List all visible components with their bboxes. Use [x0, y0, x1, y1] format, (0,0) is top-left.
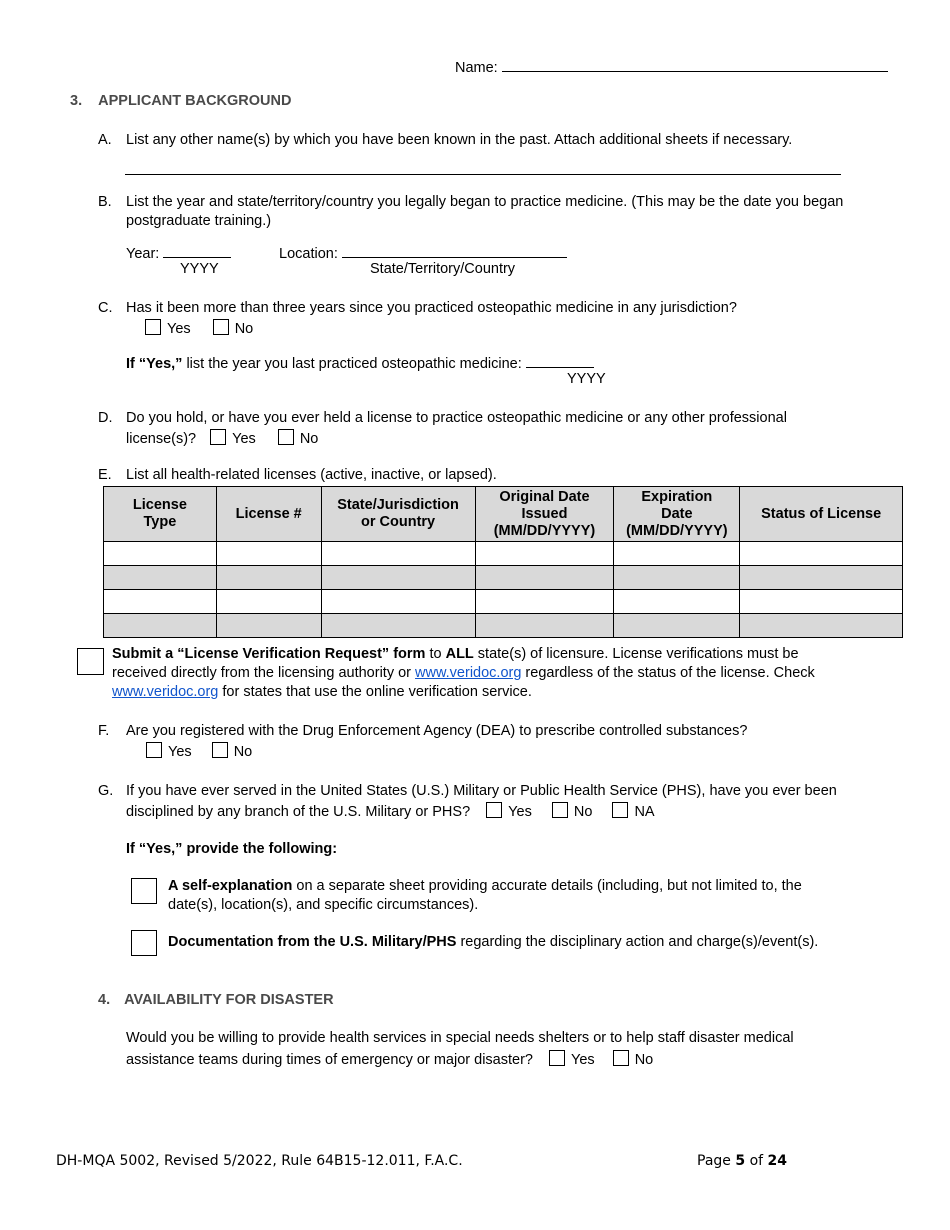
- question-d: [98, 410, 787, 426]
- section-3-title: APPLICANT BACKGROUND: [98, 93, 292, 109]
- table-cell[interactable]: [216, 542, 321, 566]
- verification-text2: state(s) of licensure. License verifications must be: [473, 646, 799, 662]
- question-g-yes-checkbox[interactable]: [486, 802, 502, 818]
- table-cell[interactable]: [321, 614, 475, 638]
- question-d-yes-checkbox[interactable]: [210, 429, 226, 445]
- question-g-line2-row: [126, 802, 655, 820]
- section-4-title: AVAILABILITY FOR DISASTER: [124, 992, 334, 1008]
- question-e-text: List all health-related licenses (active, inactive, or lapsed).: [126, 467, 497, 483]
- question-c-followup: [126, 352, 594, 372]
- verification-bold1: Submit a “License Verification Request” form: [112, 646, 426, 662]
- question-b-line2: postgraduate training.): [126, 213, 272, 229]
- disaster-no-label: No: [634, 1052, 654, 1068]
- question-g-yes-label: Yes: [508, 804, 532, 820]
- question-g-no-checkbox[interactable]: [552, 802, 568, 818]
- question-g-na-checkbox[interactable]: [612, 802, 628, 818]
- verification-line2: [112, 665, 815, 681]
- table-cell[interactable]: [104, 566, 217, 590]
- license-table: [103, 486, 903, 638]
- verification-line2a: received directly from the licensing authority or: [112, 665, 416, 681]
- location-field: [279, 242, 567, 262]
- last-practiced-year-input-line[interactable]: [526, 352, 594, 368]
- documentation-checkbox[interactable]: [131, 930, 157, 956]
- section-4-header: [98, 992, 334, 1008]
- footer-page-num: 5: [735, 1153, 746, 1169]
- table-row: [104, 542, 903, 566]
- verification-line2b: regardless of the status of the license. Check: [521, 665, 815, 681]
- license-table-header-row: [104, 487, 903, 542]
- table-cell[interactable]: [614, 542, 740, 566]
- last-practiced-year-hint: YYYY: [567, 371, 606, 387]
- question-g-if-yes: If “Yes,” provide the following:: [126, 841, 338, 857]
- question-c: [98, 300, 737, 316]
- question-d-line2: license(s)?: [126, 431, 197, 447]
- question-c-letter: C.: [98, 300, 113, 316]
- table-row: [104, 614, 903, 638]
- question-f-no-checkbox[interactable]: [212, 742, 228, 758]
- table-cell[interactable]: [321, 542, 475, 566]
- section-4-line1: Would you be willing to provide health services in special needs shelters or to help staff disaster medical: [126, 1030, 794, 1046]
- header-original-date: Original Date Issued (MM/DD/YYYY): [475, 487, 614, 542]
- question-d-no-label: No: [299, 431, 319, 447]
- table-cell[interactable]: [104, 614, 217, 638]
- veridoc-link-2[interactable]: www.veridoc.org: [112, 684, 219, 700]
- table-cell[interactable]: [104, 542, 217, 566]
- veridoc-link-1[interactable]: www.veridoc.org: [415, 665, 522, 681]
- table-cell[interactable]: [740, 614, 903, 638]
- year-input-line[interactable]: [163, 242, 231, 258]
- verification-line3: [112, 684, 532, 700]
- table-cell[interactable]: [740, 590, 903, 614]
- disaster-no-checkbox[interactable]: [613, 1050, 629, 1066]
- question-b-line1: List the year and state/territory/country you legally began to practice medicine. (This may be the date you began: [126, 194, 844, 210]
- table-cell[interactable]: [104, 590, 217, 614]
- question-c-if-yes-bold: If “Yes,”: [126, 356, 183, 372]
- footer-of-word: of: [749, 1153, 764, 1169]
- verification-line3b: for states that use the online verification service.: [218, 684, 532, 700]
- section-4-line2: assistance teams during times of emergency or major disaster?: [126, 1052, 533, 1068]
- verification-text1: to: [425, 646, 446, 662]
- header-license-number: License #: [216, 487, 321, 542]
- question-f-no-label: No: [233, 744, 253, 760]
- verification-checkbox[interactable]: [77, 648, 104, 675]
- question-g-line2: disciplined by any branch of the U.S. Military or PHS?: [126, 804, 471, 820]
- question-a-letter: A.: [98, 132, 112, 148]
- question-d-letter: D.: [98, 410, 113, 426]
- documentation-line: [168, 934, 818, 950]
- question-d-no-checkbox[interactable]: [278, 429, 294, 445]
- question-d-line2-row: [126, 429, 318, 447]
- header-license-type: License Type: [104, 487, 217, 542]
- disaster-yes-label: Yes: [571, 1052, 595, 1068]
- table-cell[interactable]: [614, 590, 740, 614]
- header-expiration-date: Expiration Date (MM/DD/YYYY): [614, 487, 740, 542]
- question-b: [98, 194, 843, 210]
- question-g-letter: G.: [98, 783, 114, 799]
- section-3-header: [70, 93, 291, 109]
- question-c-no-label: No: [234, 321, 254, 337]
- question-c-yes-label: Yes: [167, 321, 191, 337]
- table-cell[interactable]: [475, 590, 614, 614]
- other-names-input-line[interactable]: [125, 160, 841, 175]
- section-4-line2-row: [126, 1050, 653, 1068]
- year-hint: YYYY: [180, 261, 219, 277]
- table-cell[interactable]: [740, 566, 903, 590]
- table-row: [104, 566, 903, 590]
- question-f-options: [146, 742, 252, 760]
- section-3-number: 3.: [70, 93, 83, 109]
- question-c-no-checkbox[interactable]: [213, 319, 229, 335]
- table-cell[interactable]: [216, 614, 321, 638]
- documentation-bold: Documentation from the U.S. Military/PHS: [168, 934, 457, 950]
- documentation-text: regarding the disciplinary action and charge(s)/event(s).: [456, 934, 819, 950]
- question-c-text: Has it been more than three years since you practiced osteopathic medicine in any jurisdiction?: [126, 300, 737, 316]
- name-input-line[interactable]: [502, 56, 888, 72]
- self-explanation-line2: date(s), location(s), and specific circumstances).: [168, 897, 479, 913]
- question-g-line1: If you have ever served in the United States (U.S.) Military or Public Health Service (PHS), have you ever been: [126, 783, 837, 799]
- table-cell[interactable]: [321, 590, 475, 614]
- question-f-yes-label: Yes: [168, 744, 192, 760]
- question-c-if-yes-text: list the year you last practiced osteopathic medicine:: [186, 356, 522, 372]
- table-cell[interactable]: [216, 566, 321, 590]
- self-explanation-bold: A self-explanation: [168, 878, 293, 894]
- question-c-yes-checkbox[interactable]: [145, 319, 161, 335]
- disaster-yes-checkbox[interactable]: [549, 1050, 565, 1066]
- name-label: Name:: [455, 60, 498, 76]
- footer-form-id: DH-MQA 5002, Revised 5/2022, Rule 64B15-12.011, F.A.C.: [56, 1153, 463, 1169]
- footer-page-total: 24: [767, 1153, 787, 1169]
- question-g: [98, 783, 837, 799]
- table-cell[interactable]: [475, 614, 614, 638]
- location-hint: State/Territory/Country: [370, 261, 516, 277]
- footer-page-number: [697, 1153, 787, 1169]
- question-d-yes-label: Yes: [232, 431, 256, 447]
- question-c-options: [145, 319, 253, 337]
- table-cell[interactable]: [216, 590, 321, 614]
- table-cell[interactable]: [614, 614, 740, 638]
- header-status: Status of License: [740, 487, 903, 542]
- question-f-yes-checkbox[interactable]: [146, 742, 162, 758]
- question-g-no-label: No: [573, 804, 593, 820]
- table-cell[interactable]: [614, 566, 740, 590]
- location-label: Location:: [279, 246, 338, 262]
- question-a-text: List any other name(s) by which you have been known in the past. Attach additional sheets if necessary.: [126, 132, 793, 148]
- year-field: [126, 242, 231, 262]
- question-d-line1: Do you hold, or have you ever held a license to practice osteopathic medicine or any other professional: [126, 410, 787, 426]
- year-label: Year:: [126, 246, 160, 262]
- name-field-row: [455, 56, 888, 76]
- table-cell[interactable]: [475, 566, 614, 590]
- table-cell[interactable]: [321, 566, 475, 590]
- table-cell[interactable]: [740, 542, 903, 566]
- self-explanation-line1: [168, 878, 802, 894]
- question-e: [98, 467, 497, 483]
- question-e-letter: E.: [98, 467, 112, 483]
- footer-page-word: Page: [697, 1153, 731, 1169]
- question-b-letter: B.: [98, 194, 112, 210]
- table-cell[interactable]: [475, 542, 614, 566]
- table-row: [104, 590, 903, 614]
- self-explanation-text: on a separate sheet providing accurate details (including, but not limited to, the: [292, 878, 802, 894]
- location-input-line[interactable]: [342, 242, 567, 258]
- question-f-letter: F.: [98, 723, 110, 739]
- self-explanation-checkbox[interactable]: [131, 878, 157, 904]
- question-a: [98, 132, 792, 148]
- verification-line1: [112, 646, 799, 662]
- question-f: [98, 723, 747, 739]
- header-state-jurisdiction: State/Jurisdiction or Country: [321, 487, 475, 542]
- question-g-na-label: NA: [634, 804, 655, 820]
- question-f-text: Are you registered with the Drug Enforcement Agency (DEA) to prescribe controlled substances?: [126, 723, 748, 739]
- section-4-number: 4.: [98, 992, 111, 1008]
- verification-bold2: ALL: [445, 646, 474, 662]
